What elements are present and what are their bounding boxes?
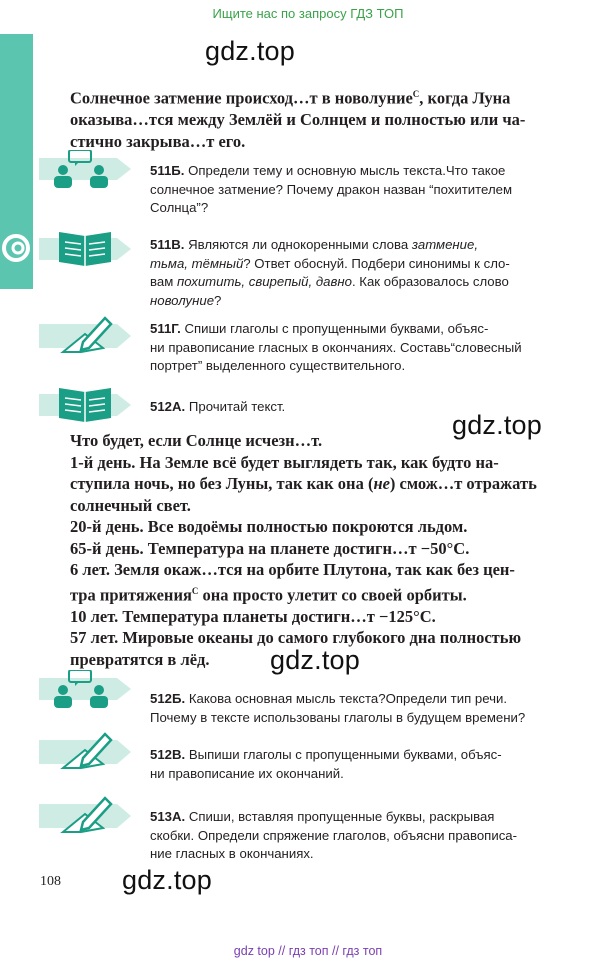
intro-text: Солнечное затмение происход…т в новолуние$^С$, когда Луна оказыва…тся между Землёй и Солнцем и полностью или ча- стично закрыва…т его. (70, 88, 526, 151)
watermark: gdz.top (205, 36, 295, 66)
task-512a: 512А. Прочитай текст. (150, 399, 286, 414)
discussion-icon (39, 670, 131, 708)
task-512b: 512Б. Какова основная мысль текста?Определи тип речи. Почему в тексте использованы глаголы в будущем времени? (150, 691, 526, 725)
book-icon (39, 384, 131, 424)
task-513a: 513А. Спиши, вставляя пропущенные буквы, раскрывая скобки. Определи спряжение глаголов, объясни правописа- ние гласных в окончаниях. (150, 809, 518, 861)
footer-links[interactable]: gdz top // гдз топ // гдз топ (233, 944, 383, 958)
discussion-icon (39, 150, 131, 188)
page-number: 108 (40, 874, 61, 889)
watermark: gdz.top (270, 645, 360, 675)
task-511b: 511Б. Определи тему и основную мысль текста.Что такое солнечное затмение? Почему дракон назван “похитителем Солнца”? (150, 163, 513, 215)
swirl-icon (0, 224, 33, 272)
task-511g: 511Г. Спиши глаголы с пропущенными буквами, объяс- ни правописание гласных в окончаниях. Составь“словесный портрет” выделенного существительного. (150, 321, 522, 373)
pencil-icon (39, 792, 131, 834)
book-icon (39, 228, 131, 268)
watermark: gdz.top (122, 865, 212, 895)
pencil-icon (39, 728, 131, 770)
top-banner[interactable]: Ищите нас по запросу ГДЗ ТОП (212, 6, 404, 21)
pencil-icon (39, 312, 131, 354)
task-511v: 511В. Являются ли однокоренными слова затмение, тьма, тёмный? Ответ обоснуй. Подбери синонимы к сло- вам похитить, свирепый, давно. Как образовалось слово новолуние? (150, 237, 510, 308)
story-text: Что будет, если Солнце исчезн…т. 1-й день. На Земле всё будет выглядеть так, как будто на- ступила ночь, но без Луны, так как она (не) смож…т отражать солнечный свет. 20-й день. Все водоёмы полностью покроются льдом. 65-й день. Температура на планете достигн…т −50°С. 6 лет. Земля окаж…тся на орбите Плутона, так как без цен- тра притяжения$^С$ она просто улетит со своей орбиты. 10 лет. Температура планеты достигн…т −125°С. 57 лет. Мировые океаны до самого глубокого дна полностью превратятся в лёд. (70, 431, 537, 669)
task-512v: 512В. Выпиши глаголы с пропущенными буквами, объяс- ни правописание их окончаний. (150, 747, 502, 781)
watermark: gdz.top (452, 410, 542, 440)
